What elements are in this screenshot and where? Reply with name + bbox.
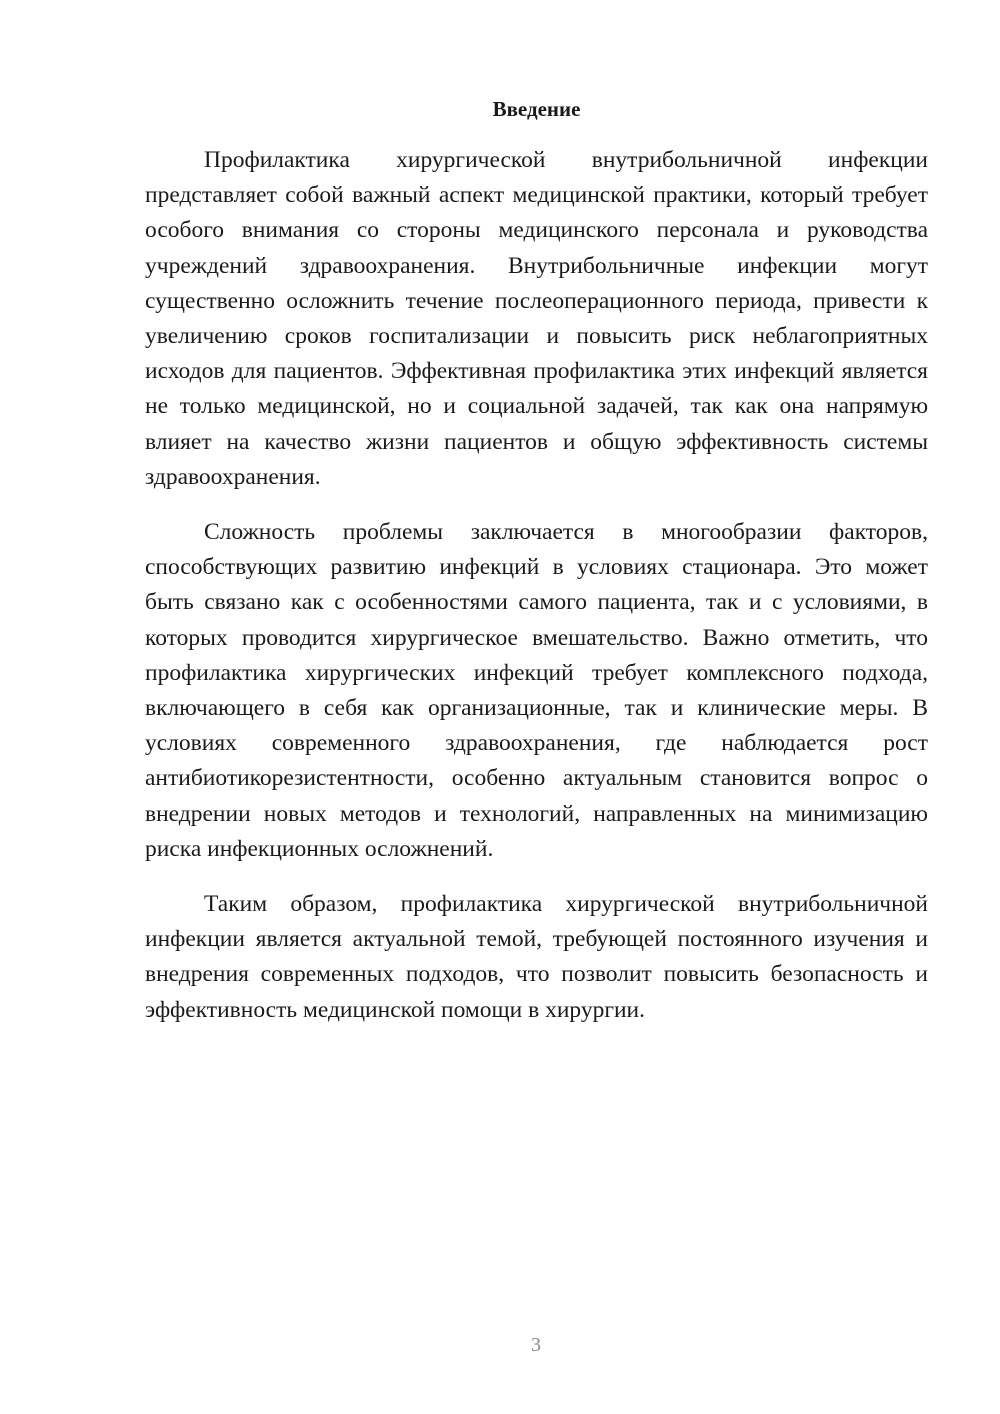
paragraph-1: Профилактика хирургической внутрибольничной инфекции представляет собой важный аспект медицинской практики, который требует особого внимания со стороны медицинского персонала и руководства учреждений здравоохранения. Внутрибольничные инфекции могут существенно осложнить течение послеоперационного периода, привести к увеличению сроков госпитализации и повысить риск неблагоприятных исходов для пациентов. Эффективная профилактика этих инфекций является не только медицинской, но и социальной задачей, так как она напрямую влияет на качество жизни пациентов и общую эффективность системы здравоохранения. — [145, 147, 928, 490]
section-heading: Введение — [492, 97, 581, 121]
body-text — [145, 143, 928, 1048]
paragraph-2: Сложность проблемы заключается в многообразии факторов, способствующих развитию инфекций в условиях стационара. Это может быть связано как с особенностями самого пациента, так и с условиями, в которых проводится хирургическое вмешательство. Важно отметить, что профилактика хирургических инфекций требует комплексного подхода, включающего в себя как организационные, так и клинические меры. В условиях современного здравоохранения, где наблюдается рост антибиотикорезистентности, особенно актуальным становится вопрос о внедрении новых методов и технологий, направленных на минимизацию риска инфекционных осложнений. — [145, 519, 928, 862]
page-number: 3 — [531, 1334, 541, 1356]
paragraph-3: Таким образом, профилактика хирургической внутрибольничной инфекции является актуальной темой, требующей постоянного изучения и внедрения современных подходов, что позволит повысить безопасность и эффективность медицинской помощи в хирургии. — [145, 891, 928, 1023]
